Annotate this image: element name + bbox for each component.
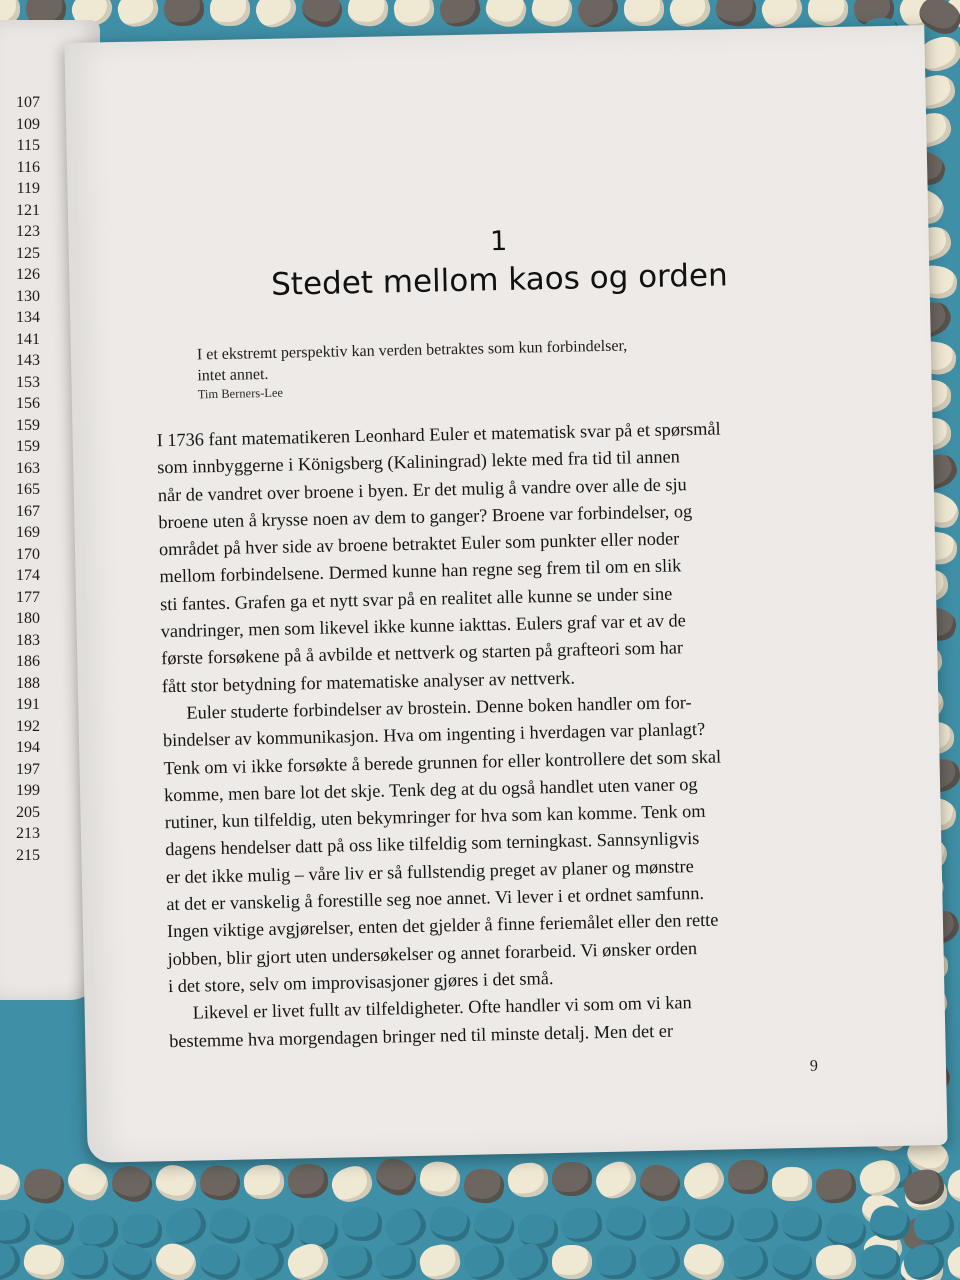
blanket-stitch xyxy=(380,1203,431,1252)
toc-page-number: 186 xyxy=(16,653,40,670)
blanket-stitch xyxy=(602,1202,649,1245)
toc-page-number: 143 xyxy=(16,352,40,369)
blanket-stitch xyxy=(198,1163,243,1203)
blanket-stitch xyxy=(114,0,161,31)
toc-page-number: 183 xyxy=(16,631,40,649)
blanket-stitch xyxy=(780,1204,824,1243)
blanket-stitch xyxy=(462,1167,505,1205)
blanket-stitch xyxy=(0,1239,25,1280)
blanket-stitch xyxy=(945,1241,960,1280)
book-page xyxy=(64,25,947,1163)
body-line: er det ikke mulig – våre liv er så fullstendig preget av planer og mønstre xyxy=(165,855,694,887)
epigraph-line: I et ekstremt perspektiv kan verden betraktes som kun forbindelser, xyxy=(196,337,628,364)
blanket-stitch xyxy=(417,1241,463,1280)
blanket-stitch xyxy=(77,1212,120,1249)
toc-page-number: 159 xyxy=(16,416,40,434)
toc-page-number: 177 xyxy=(16,588,40,606)
blanket-stitch xyxy=(560,1206,603,1244)
blanket-stitch xyxy=(666,0,714,31)
body-text xyxy=(156,414,819,1055)
body-line: i det store, selv om improvisasjoner gjøres i det små. xyxy=(167,968,554,997)
body-line: Ingen viktige avgjørelser, enten det gjelder å finne feriemålet eller den rette xyxy=(166,909,719,942)
blanket-stitch xyxy=(341,1206,382,1241)
body-line: sti fantes. Grafen ga et nytt svar på en realitet alle kunne se under sine xyxy=(159,583,673,615)
toc-page-number: 197 xyxy=(16,760,40,778)
blanket-stitch xyxy=(679,1239,729,1280)
blanket-stitch xyxy=(108,1162,156,1206)
blanket-stitch xyxy=(206,1204,253,1247)
toc-page-number: 192 xyxy=(16,717,40,735)
body-line: bestemme hva morgendagen bringer ned til minste detalj. Men det er xyxy=(169,1020,674,1051)
blanket-stitch xyxy=(21,1241,67,1280)
blanket-stitch xyxy=(648,1204,691,1242)
body-line: komme, men bare lot det skje. Tenk deg at du også handlet uten vaner og xyxy=(163,773,698,806)
blanket-stitch xyxy=(347,0,390,28)
blanket-stitch xyxy=(329,1241,375,1280)
body-line: området på hver side av broene betraktet Euler som punkter eller noder xyxy=(158,528,680,560)
body-line: dagens hendelser datt på oss like tilfeldig som terningkast. Sannsynligvis xyxy=(165,828,700,860)
blanket-stitch xyxy=(724,1240,772,1280)
body-line: mellom forbindelsene. Dermed kunne han regne seg frem til om en slik xyxy=(159,555,682,587)
toc-page-number: 123 xyxy=(16,223,40,240)
page-number: 9 xyxy=(809,1057,819,1075)
blanket-stitch xyxy=(767,1239,817,1280)
blanket-stitch xyxy=(62,1158,113,1207)
toc-page-number: 107 xyxy=(16,94,40,111)
toc-page-number: 205 xyxy=(16,803,40,821)
blanket-stitch xyxy=(251,0,302,33)
toc-page-number: 199 xyxy=(16,782,40,799)
blanket-stitch xyxy=(595,1244,637,1280)
blanket-stitch xyxy=(151,1160,200,1206)
toc-page-number: 188 xyxy=(16,674,40,692)
blanket-stitch xyxy=(287,1163,328,1198)
toc-page-number: 170 xyxy=(16,545,40,563)
blanket-stitch xyxy=(0,1158,25,1205)
toc-page-number: 213 xyxy=(16,825,40,842)
toc-page-number: 109 xyxy=(16,115,40,133)
body-line: Euler studerte forbindelser av brostein. Denne boken handler om for- xyxy=(186,692,692,723)
blanket-stitch xyxy=(590,1156,641,1205)
toc-page-number: 169 xyxy=(16,524,40,541)
blanket-stitch xyxy=(68,1245,108,1279)
blanket-stitch xyxy=(736,1205,781,1245)
blanket-stitch xyxy=(196,1240,244,1280)
toc-page-number: 165 xyxy=(16,481,40,498)
blanket-stitch xyxy=(418,1159,463,1199)
blanket-stitch xyxy=(460,1239,509,1280)
body-line: I 1736 fant matematikeren Leonhard Euler et matematisk svar på et spørsmål xyxy=(156,418,721,451)
toc-page-number: 126 xyxy=(16,266,40,283)
body-line: Tenk om vi ikke forsøkte å berede grunnen for eller kontrollere det som skal xyxy=(163,746,722,778)
toc-page-number: 125 xyxy=(16,244,40,262)
blanket-stitch xyxy=(437,0,484,30)
blanket-stitch xyxy=(624,0,664,26)
blanket-stitch xyxy=(727,1159,768,1194)
toc-page-number: 194 xyxy=(16,739,40,756)
body-line: at det er vanskelig å forestille seg noe annet. Vi lever i et ordnet samfunn. xyxy=(166,882,705,915)
body-line: når de vandret over broene i byen. Er det mulig å vandre over alle de sju xyxy=(157,473,687,505)
blanket-stitch xyxy=(150,1238,201,1280)
toc-page-number: 130 xyxy=(16,287,40,305)
toc-page-number: 163 xyxy=(16,459,40,477)
epigraph-line: intet annet. xyxy=(197,365,269,385)
body-line: rutiner, kun tilfeldig, uten bekymringer for hva som kan komme. Tenk om xyxy=(164,801,706,833)
blanket-stitch xyxy=(678,1157,729,1206)
toc-page-number: 167 xyxy=(16,502,40,520)
blanket-stitch xyxy=(552,1162,593,1197)
toc-page-number: 119 xyxy=(16,180,40,197)
blanket-stitch xyxy=(713,0,758,29)
toc-page-number: 215 xyxy=(16,846,40,864)
blanket-stitch xyxy=(469,1203,518,1249)
body-line: fått stor betydning for matematiske analyser av nettverk. xyxy=(161,667,576,696)
blanket-stitch xyxy=(374,1243,418,1280)
body-line: som innbyggerne i Königsberg (Kaliningrad) lekte med fra tid til annen xyxy=(157,446,680,478)
chapter-title: Stedet mellom kaos og orden xyxy=(270,257,729,303)
blanket-stitch xyxy=(955,1209,960,1251)
body-line: jobben, blir gjort uten undersøkelser og annet forarbeid. Vi ønsker orden xyxy=(167,937,698,969)
blanket-stitch xyxy=(210,0,250,26)
toc-page-number: 116 xyxy=(16,158,40,176)
body-line: bindelser av kommunikasjon. Hva om ingenting i hverdagen var planlagt? xyxy=(162,719,706,751)
blanket-stitch xyxy=(530,0,575,29)
toc-page-number: 174 xyxy=(16,567,40,584)
blanket-stitch xyxy=(327,1161,376,1207)
blanket-stitch xyxy=(946,1167,960,1206)
blanket-stitch xyxy=(772,1167,812,1201)
toc-page-number: 141 xyxy=(16,330,40,348)
body-line: vandringer, men som likevel ikke kunne iakttas. Eulers graf var et av de xyxy=(160,610,686,642)
epigraph-author: Tim Berners-Lee xyxy=(197,385,284,402)
toc-page-number: 153 xyxy=(16,373,40,391)
blanket-stitch xyxy=(297,0,347,32)
epigraph xyxy=(197,332,798,403)
blanket-stitch xyxy=(370,1153,421,1202)
blanket-stitch xyxy=(507,1161,550,1198)
blanket-stitch xyxy=(426,1203,473,1246)
blanket-stitch xyxy=(393,0,436,28)
toc-page-number: 121 xyxy=(16,201,40,219)
blanket-stitch xyxy=(690,1202,737,1245)
blanket-stitch xyxy=(573,0,624,33)
blanket-stitch xyxy=(552,1245,593,1280)
body-line: Likevel er livet fullt av tilfeldigheter. Ofte handler vi som om vi kan xyxy=(192,992,692,1023)
toc-page-number: 156 xyxy=(16,395,40,412)
blanket-stitch xyxy=(814,1167,858,1206)
body-line: broene uten å krysse noen av dem to ganger? Broene var forbindelser, og xyxy=(158,500,693,533)
toc-page-numbers xyxy=(0,92,40,866)
blanket-stitch xyxy=(21,1166,66,1206)
blanket-stitch xyxy=(29,1203,79,1250)
blanket-stitch xyxy=(163,0,205,27)
blanket-stitch xyxy=(0,1208,31,1245)
toc-page-number: 115 xyxy=(16,137,40,154)
blanket-stitch xyxy=(636,1240,684,1280)
toc-page-number: 191 xyxy=(16,696,40,713)
toc-page-number: 180 xyxy=(16,610,40,627)
body-line: første forsøkene på å avbilde et nettverk og starten på grafteori som har xyxy=(161,637,684,669)
blanket-stitch xyxy=(815,1243,858,1280)
blanket-stitch xyxy=(807,0,849,27)
blanket-stitch xyxy=(482,0,530,31)
blanket-stitch xyxy=(635,1159,685,1206)
toc-page-number: 134 xyxy=(16,309,40,326)
chapter-number: 1 xyxy=(489,225,508,258)
blanket-stitch xyxy=(243,1164,285,1200)
toc-page-number: 159 xyxy=(16,438,40,455)
